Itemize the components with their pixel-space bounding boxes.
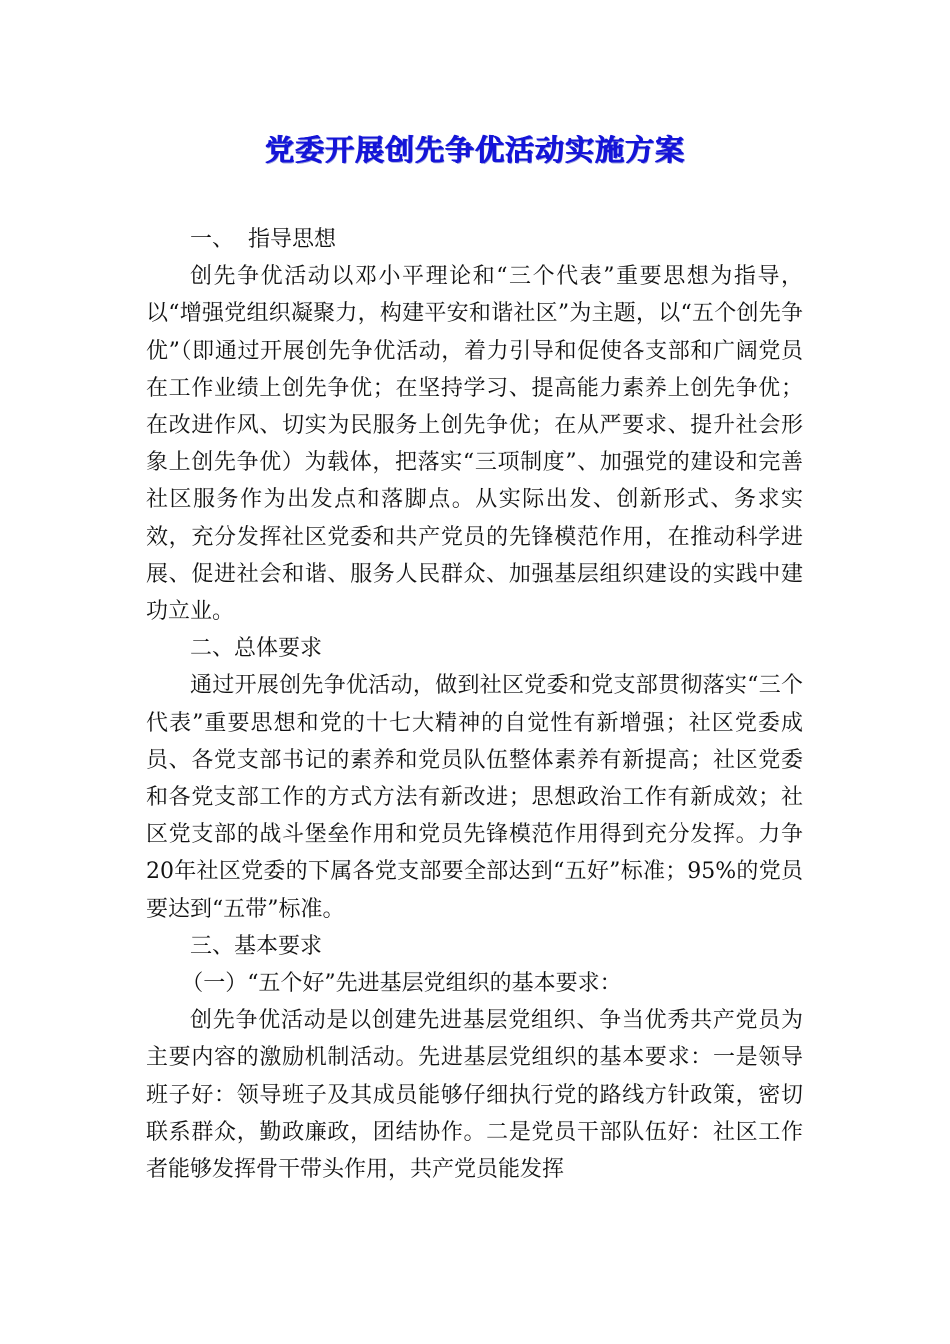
subsection-heading-five-goods: （一）“五个好”先进基层党组织的基本要求： xyxy=(181,971,622,997)
section-heading-overall-requirements: 二、总体要求 xyxy=(190,636,323,662)
paragraph-overall-requirements: 通过开展创先争优活动，做到社区党委和党支部贯彻落实“三个代表”重要思想和党的十七大精神的自觉性有新增强；社区党委成员、各党支部书记的素养和党员队伍整体素养有新提高；社区党委和各党支部工作的方式方法有新改进；思想政治工作有新成效；社区党支部的战斗堡垒作用和党员先锋模范作用得到充分发挥。力争20年社区党委的下属各党支部要全部达到“五好”标准；95%的党员要达到“五带”标准。 xyxy=(146,673,803,922)
section-heading-basic-requirements: 三、基本要求 xyxy=(190,933,323,959)
paragraph-guiding-ideology: 创先争优活动以邓小平理论和“三个代表”重要思想为指导，以“增强党组织凝聚力，构建平安和谐社区”为主题，以“五个创先争优”（即通过开展创先争优活动，着力引导和促使各支部和广阔党员在工作业绩上创先争优；在坚持学习、提高能力素养上创先争优；在改进作风、切实为民服务上创先争优；在从严要求、提升社会形象上创先争优）为载体，把落实“三项制度”、加强党的建设和完善社区服务作为出发点和落脚点。从实际出发、创新形式、务求实效，充分发挥社区党委和共产党员的先锋模范作用，在推动科学进展、促进社会和谐、服务人民群众、加强基层组织建设的实践中建功立业。 xyxy=(146,264,803,625)
document-title: 党委开展创先争优活动实施方案 xyxy=(264,133,685,167)
section-heading-guiding-ideology: 一、 指导思想 xyxy=(190,227,336,252)
document-body xyxy=(146,221,803,1188)
paragraph-basic-requirements: 创先争优活动是以创建先进基层党组织、争当优秀共产党员为主要内容的激励机制活动。先进基层党组织的基本要求：一是领导班子好：领导班子及其成员能够仔细执行党的路线方针政策，密切联系群众，勤政廉政，团结协作。二是党员干部队伍好：社区工作者能够发挥骨干带头作用，共产党员能发挥 xyxy=(146,1008,803,1183)
